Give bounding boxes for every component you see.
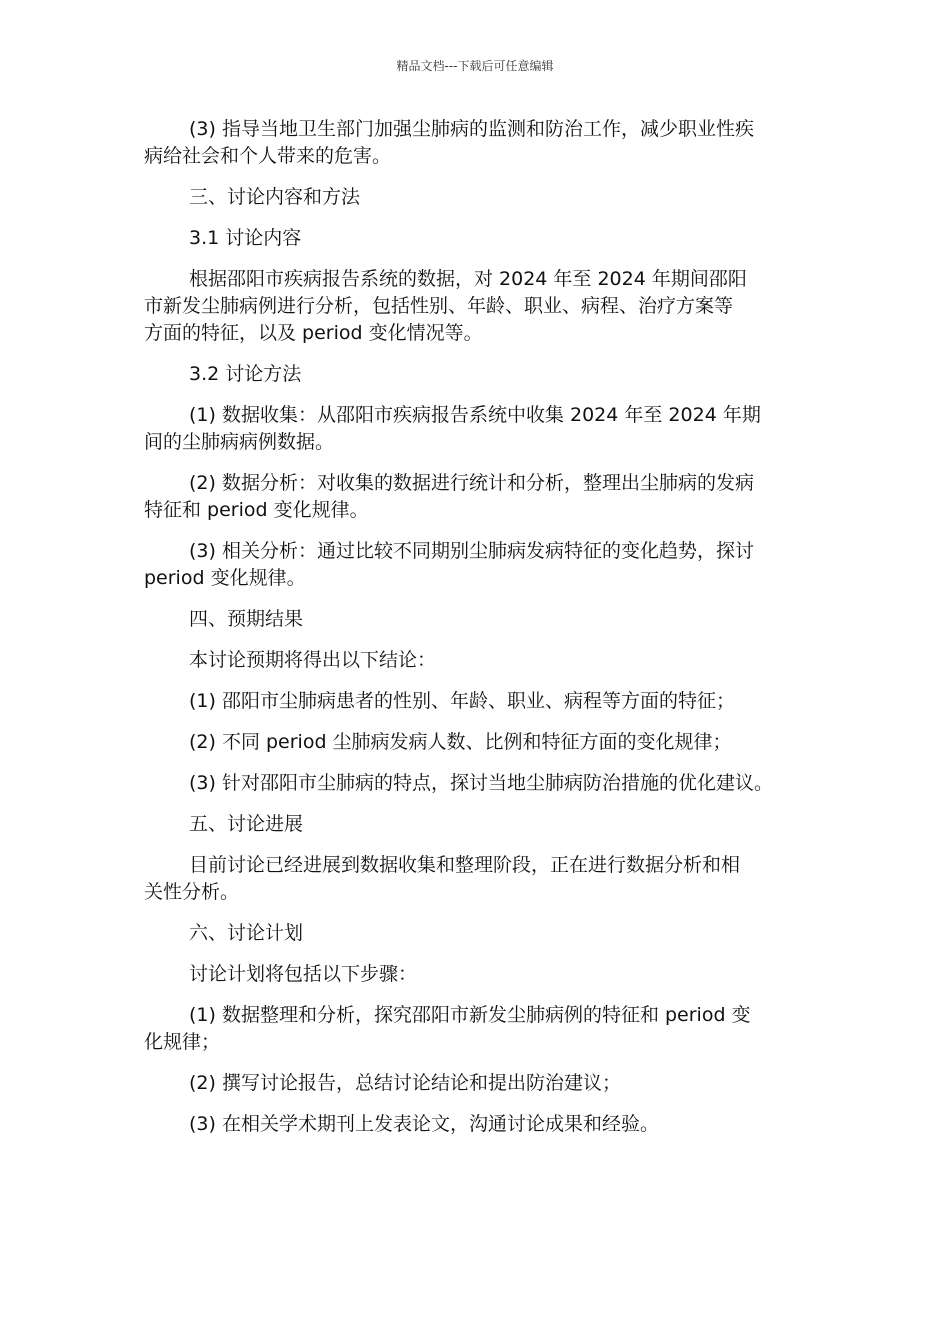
paragraph-expected-2: (2) 不同 period 尘肺病发病人数、比例和特征方面的变化规律； (189, 731, 732, 753)
page-header: 精品文档---下载后可任意编辑 (396, 59, 554, 73)
section-heading-4: 四、预期结果 (189, 608, 304, 630)
paragraph-expected-1: (1) 邵阳市尘肺病患者的性别、年龄、职业、病程等方面的特征； (189, 690, 735, 712)
subsection-heading-3-2: 3.2 讨论方法 (189, 363, 302, 385)
paragraph-plan-intro: 讨论计划将包括以下步骤： (189, 963, 418, 985)
paragraph-method-1: (1) 数据收集：从邵阳市疾病报告系统中收集 2024 年至 2024 年期 间的尘肺病病例数据。 (144, 404, 761, 453)
document-body (144, 116, 816, 1152)
section-heading-6: 六、讨论计划 (189, 922, 304, 944)
section-heading-5: 五、讨论进展 (189, 813, 304, 835)
paragraph-plan-2: (2) 撰写讨论报告，总结讨论结论和提出防治建议； (189, 1072, 621, 1094)
paragraph-method-2: (2) 数据分析：对收集的数据进行统计和分析，整理出尘肺病的发病 特征和 period 变化规律。 (144, 472, 754, 521)
paragraph-content: 根据邵阳市疾病报告系统的数据，对 2024 年至 2024 年期间邵阳 市新发尘肺病例进行分析，包括性别、年龄、职业、病程、治疗方案等 方面的特征，以及 period 变化情况等。 (144, 268, 747, 344)
paragraph-method-3: (3) 相关分析：通过比较不同期别尘肺病发病特征的变化趋势，探讨 period 变化规律。 (144, 540, 754, 589)
paragraph-expected-3: (3) 针对邵阳市尘肺病的特点，探讨当地尘肺病防治措施的优化建议。 (189, 772, 773, 794)
section-heading-3: 三、讨论内容和方法 (189, 186, 361, 208)
paragraph-plan-3: (3) 在相关学术期刊上发表论文，沟通讨论成果和经验。 (189, 1113, 659, 1135)
paragraph-plan-1: (1) 数据整理和分析，探究邵阳市新发尘肺病例的特征和 period 变 化规律； (144, 1004, 751, 1053)
subsection-heading-3-1: 3.1 讨论内容 (189, 227, 302, 249)
paragraph-progress: 目前讨论已经进展到数据收集和整理阶段，正在进行数据分析和相 关性分析。 (144, 854, 741, 903)
paragraph-objective-3: (3) 指导当地卫生部门加强尘肺病的监测和防治工作，减少职业性疾 病给社会和个人带来的危害。 (144, 118, 754, 167)
paragraph-expected-intro: 本讨论预期将得出以下结论： (189, 649, 437, 671)
